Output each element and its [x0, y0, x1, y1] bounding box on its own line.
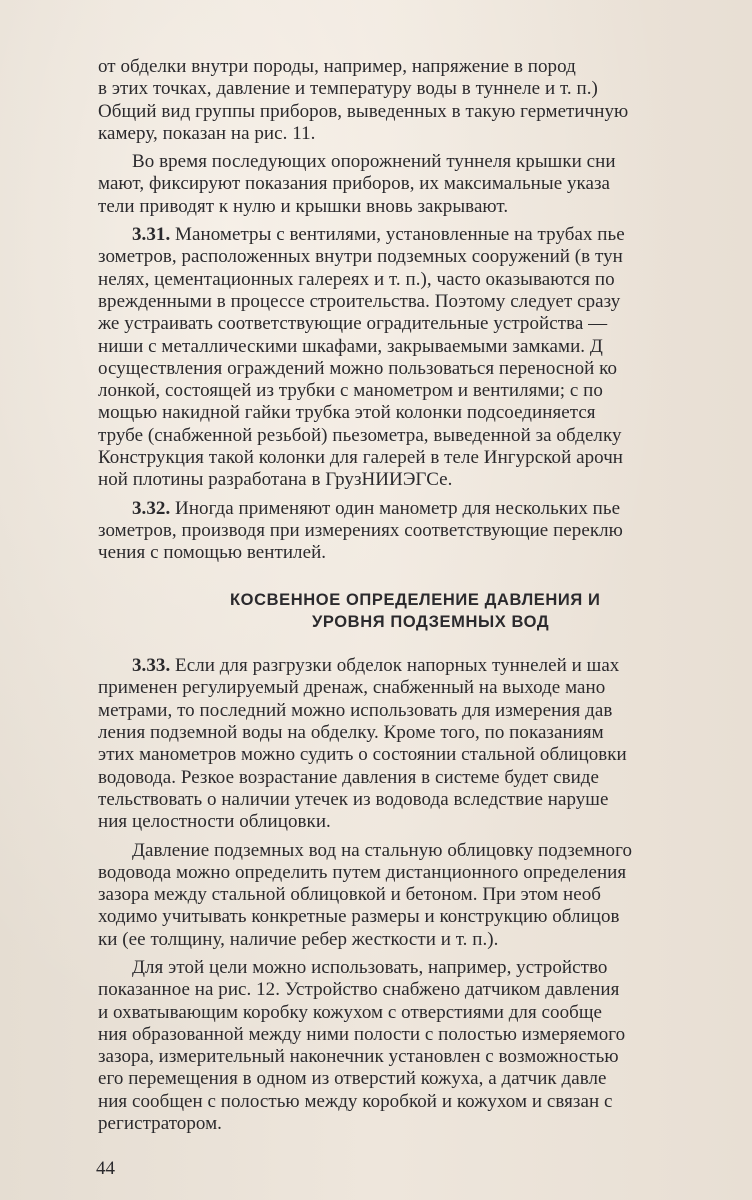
text-line: зазора, измерительный наконечник установлен с возможностью — [98, 1046, 619, 1068]
text-line: зометров, производя при измерениях соответствующие переклю — [98, 519, 623, 541]
text-line — [98, 498, 752, 520]
text-line: метрами, то последний можно использовать для измерения дав — [98, 699, 613, 721]
text-line: камеру, показан на рис. 11. — [98, 122, 316, 144]
section-number: 3.32. — [132, 497, 171, 519]
text-line: ки (ее толщину, наличие ребер жесткости и т. п.). — [98, 928, 499, 950]
text-line: ной плотины разработана в ГрузНИИЭГСе. — [98, 469, 453, 491]
paragraph-pressure — [98, 840, 752, 951]
text-line: ния целостности облицовки. — [98, 811, 331, 833]
text-line: тельствовать о наличии утечек из водовода вследствие наруше — [98, 788, 609, 810]
text-line: осуществления ограждений можно пользоваться переносной ко — [98, 357, 618, 379]
text-line: Общий вид группы приборов, выведенных в такую герметичную — [98, 100, 629, 122]
text-line: ления подземной воды на обделку. Кроме того, по показаниям — [98, 722, 604, 744]
text-line: применен регулируемый дренаж, снабженный на выходе мано — [98, 677, 606, 699]
heading-line: УРОВНЯ ПОДЗЕМНЫХ ВОД — [312, 612, 550, 631]
text-line: в этих точках, давление и температуру воды в туннеле и т. п.) — [98, 78, 598, 100]
paragraph-emptying — [98, 151, 752, 218]
text-line: ниши с металлическими шкафами, закрываемыми замками. Д — [98, 335, 603, 357]
paragraph-continuation — [98, 56, 752, 145]
text-line: зометров, расположенных внутри подземных сооружений (в тун — [98, 246, 623, 268]
text-line: водовода. Резкое возрастание давления в системе будет свиде — [98, 766, 600, 788]
paragraph-device — [98, 957, 752, 1135]
text-line: трубе (снабженной резьбой) пьезометра, выведенной за обделку — [98, 424, 622, 446]
text-line: ходимо учитывать конкретные размеры и конструкцию облицов — [98, 906, 620, 928]
text-run: Манометры с вентилями, установленные на трубах пье — [170, 224, 625, 246]
text-line: от обделки внутри породы, например, напряжение в пород — [98, 56, 576, 77]
text-line: Во время последующих опорожнений туннеля крышки сни — [132, 151, 616, 173]
text-line: показанное на рис. 12. Устройство снабжено датчиком давления — [98, 979, 620, 1001]
heading-line: КОСВЕННОЕ ОПРЕДЕЛЕНИЕ ДАВЛЕНИЯ И — [230, 590, 601, 609]
section-3-33 — [98, 655, 752, 833]
text-line: водовода можно определить путем дистанционного определения — [98, 861, 627, 883]
text-line — [98, 655, 752, 677]
page-body — [98, 56, 752, 1135]
text-line: лонкой, состоящей из трубки с манометром и вентилями; с по — [98, 380, 603, 402]
text-line: же устраивать соответствующие оградительные устройства — — [98, 313, 608, 335]
section-3-32 — [98, 498, 752, 565]
page-number: 44 — [96, 1158, 115, 1179]
section-3-31 — [98, 224, 752, 492]
text-line: регистратором. — [98, 1113, 222, 1135]
text-line: его перемещения в одном из отверстий кожуха, а датчик давле — [98, 1068, 607, 1090]
text-line — [98, 224, 752, 246]
text-line: чения с помощью вентилей. — [98, 542, 327, 564]
text-line: врежденными в процессе строительства. Поэтому следует сразу — [98, 290, 621, 312]
text-line: и охватывающим коробку кожухом с отверстиями для сообще — [98, 1001, 603, 1023]
text-line: тели приводят к нулю и крышки вновь закрывают. — [98, 195, 509, 217]
section-heading — [98, 589, 752, 634]
text-line: Давление подземных вод на стальную облицовку подземного — [132, 839, 633, 861]
text-run: Если для разгрузки обделок напорных туннелей и шах — [170, 655, 620, 677]
text-line: Конструкция такой колонки для галерей в теле Ингурской арочн — [98, 447, 624, 469]
text-line: Для этой цели можно использовать, например, устройство — [132, 956, 608, 978]
section-number: 3.33. — [132, 655, 171, 677]
text-run: Иногда применяют один манометр для нескольких пье — [170, 497, 621, 519]
text-line: мощью накидной гайки трубка этой колонки подсоединяется — [98, 402, 596, 424]
text-line: этих манометров можно судить о состоянии стальной облицовки — [98, 744, 627, 766]
section-number: 3.31. — [132, 224, 171, 246]
text-line: ния сообщен с полостью между коробкой и кожухом и связан с — [98, 1090, 613, 1112]
text-line: мают, фиксируют показания приборов, их максимальные указа — [98, 173, 611, 195]
text-line: ния образованной между ними полости с полостью измеряемого — [98, 1023, 626, 1045]
text-line: нелях, цементационных галереях и т. п.), часто оказываются по — [98, 268, 615, 290]
text-line: зазора между стальной облицовкой и бетоном. При этом необ — [98, 884, 602, 906]
